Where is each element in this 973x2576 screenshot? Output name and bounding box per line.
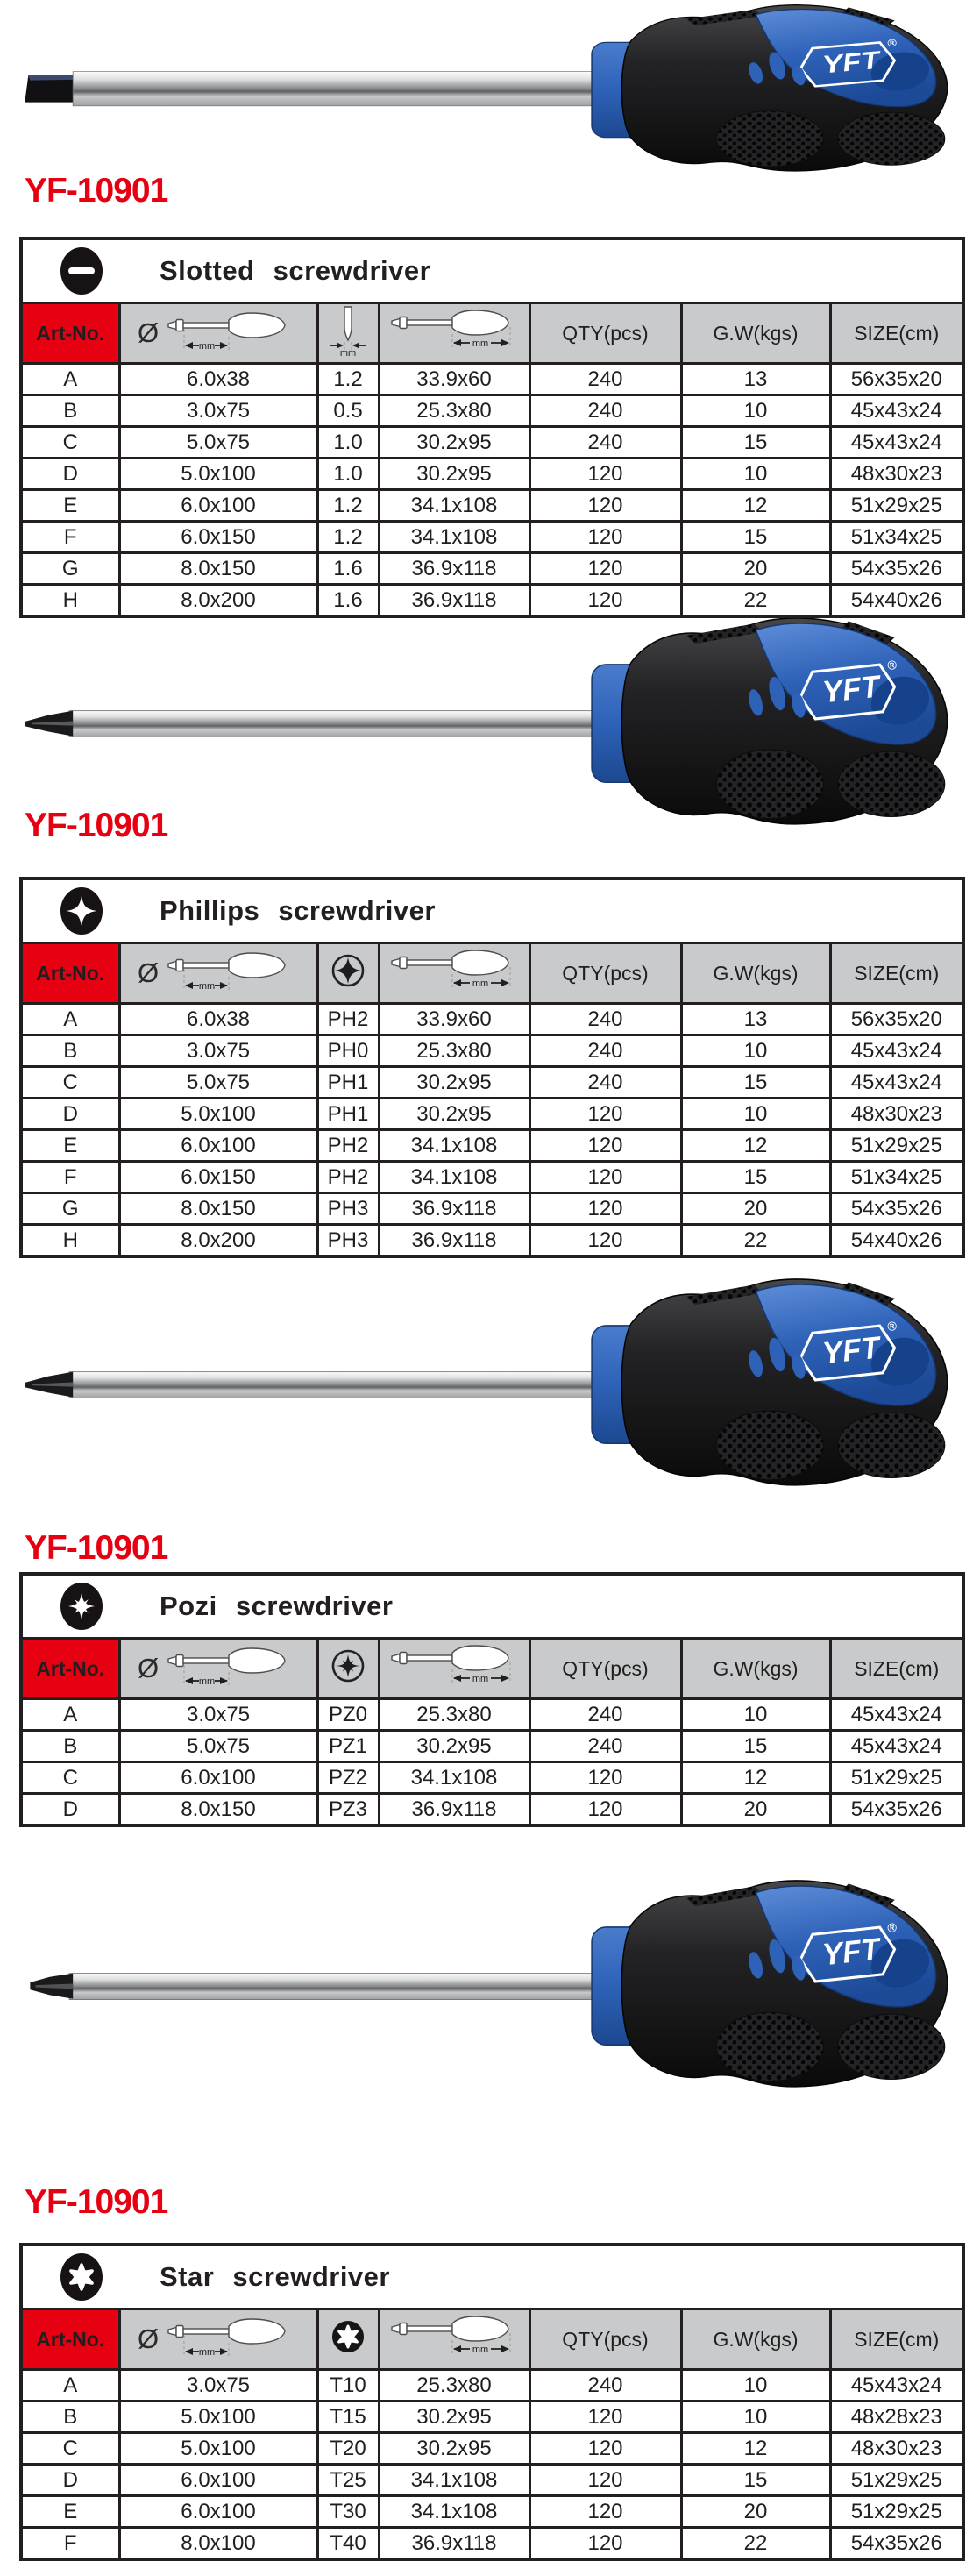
table-cell: 1.0 [317,427,379,459]
table-cell: E [21,1130,119,1162]
table-cell: 10 [681,395,830,427]
section-title: Slotted screwdriver [160,255,431,286]
table-cell: B [21,395,119,427]
table-row [21,2433,963,2465]
table-cell: 33.9x60 [379,364,529,395]
table-cell: 45x43x24 [830,1731,963,1762]
table-cell: 8.0x200 [119,585,317,617]
table-cell: 36.9x118 [379,585,529,617]
table-cell: 36.9x118 [379,1225,529,1257]
table-cell: E [21,2496,119,2528]
table-cell: 36.9x118 [379,1193,529,1225]
table-cell: 5.0x100 [119,2433,317,2465]
table-cell: 48x30x23 [830,2433,963,2465]
col-header-art-no: Art-No. [21,303,119,364]
table-cell: 10 [681,1699,830,1731]
table-cell: 30.2x95 [379,427,529,459]
table-cell: 15 [681,522,830,553]
table-cell: 10 [681,2370,830,2402]
table-cell: 120 [529,2496,681,2528]
table-cell: 120 [529,490,681,522]
spec-table-star [19,2243,965,2561]
model-number: YF-10901 [25,2183,168,2221]
table-cell: 240 [529,427,681,459]
table-row [21,2496,963,2528]
table-cell: A [21,1004,119,1035]
table-cell: A [21,1699,119,1731]
spec-table-body [21,1004,963,1257]
table-cell: 120 [529,1794,681,1826]
table-cell: H [21,585,119,617]
diameter-symbol: Ø [137,317,160,348]
table-cell: 240 [529,364,681,395]
table-cell: 120 [529,1162,681,1193]
col-header-tip-thickness [317,303,379,364]
table-cell: 34.1x108 [379,522,529,553]
table-cell: 34.1x108 [379,490,529,522]
svg-text:mm: mm [472,2345,489,2355]
table-cell: 51x34x25 [830,1162,963,1193]
blade-length-icon [166,950,299,996]
col-header-blade-dims [119,2309,317,2370]
table-cell: D [21,1099,119,1130]
svg-text:mm: mm [472,978,489,989]
col-header-qty: QTY(pcs) [529,2309,681,2370]
table-cell: 13 [681,1004,830,1035]
table-cell: PH2 [317,1004,379,1035]
table-cell: C [21,1067,119,1099]
table-cell: 6.0x100 [119,1130,317,1162]
blade-length-icon [166,310,299,356]
col-header-size: SIZE(cm) [830,943,963,1004]
table-cell: 30.2x95 [379,2402,529,2433]
handle-length-icon [384,948,524,993]
col-header-art-no: Art-No. [21,2309,119,2370]
table-row [21,1130,963,1162]
table-cell: 6.0x150 [119,522,317,553]
col-header-handle-dims [379,2309,529,2370]
table-cell: 3.0x75 [119,1699,317,1731]
table-cell: PH2 [317,1162,379,1193]
table-cell: 12 [681,490,830,522]
phillips-point-icon [328,948,368,993]
table-cell: 25.3x80 [379,2370,529,2402]
table-cell: 45x43x24 [830,427,963,459]
product-photo-pozi [11,1273,955,1491]
table-cell: 12 [681,1762,830,1794]
table-cell: 120 [529,2433,681,2465]
table-cell: 1.2 [317,490,379,522]
table-cell: 36.9x118 [379,2528,529,2560]
table-cell: 240 [529,1035,681,1067]
table-cell: 30.2x95 [379,1099,529,1130]
table-row [21,459,963,490]
svg-text:mm: mm [198,981,216,992]
table-row [21,2402,963,2433]
table-cell: 51x29x25 [830,490,963,522]
slotted-tip-icon [58,246,105,296]
handle-length-icon [384,2314,524,2359]
svg-text:mm: mm [472,338,489,349]
table-cell: 34.1x108 [379,1130,529,1162]
table-cell: 6.0x100 [119,2496,317,2528]
handle-length-icon [384,1643,524,1689]
table-cell: 54x35x26 [830,2528,963,2560]
table-cell: 10 [681,1099,830,1130]
table-cell: 34.1x108 [379,2496,529,2528]
table-cell: 1.6 [317,585,379,617]
table-row [21,1162,963,1193]
table-cell: G [21,1193,119,1225]
svg-text:mm: mm [198,341,216,352]
table-cell: 15 [681,1731,830,1762]
table-row [21,1794,963,1826]
table-cell: 20 [681,2496,830,2528]
table-cell: PH3 [317,1225,379,1257]
table-cell: 6.0x100 [119,2465,317,2496]
table-cell: 1.6 [317,553,379,585]
table-cell: 45x43x24 [830,1699,963,1731]
table-cell: 120 [529,553,681,585]
svg-text:mm: mm [472,1674,489,1684]
table-cell: 34.1x108 [379,1762,529,1794]
col-header-size: SIZE(cm) [830,303,963,364]
table-cell: 48x28x23 [830,2402,963,2433]
table-cell: B [21,1731,119,1762]
table-cell: 34.1x108 [379,1162,529,1193]
slotted-blade-icon [328,304,368,357]
table-row [21,1099,963,1130]
diameter-symbol: Ø [137,957,160,988]
table-cell: 8.0x150 [119,1794,317,1826]
col-header-handle-dims [379,1639,529,1699]
table-cell: 0.5 [317,395,379,427]
col-header-size: SIZE(cm) [830,2309,963,2370]
table-cell: 15 [681,427,830,459]
diameter-symbol: Ø [137,1653,160,1683]
table-cell: C [21,1762,119,1794]
table-cell: E [21,490,119,522]
table-row [21,395,963,427]
model-number: YF-10901 [25,172,168,210]
pozi-point-icon [328,1643,368,1689]
table-cell: PH2 [317,1130,379,1162]
col-header-qty: QTY(pcs) [529,943,681,1004]
table-cell: 48x30x23 [830,459,963,490]
table-cell: 15 [681,2465,830,2496]
table-cell: 56x35x20 [830,364,963,395]
table-row [21,364,963,395]
table-row [21,1193,963,1225]
table-cell: 6.0x100 [119,1762,317,1794]
table-cell: T15 [317,2402,379,2433]
table-cell: 56x35x20 [830,1004,963,1035]
table-cell: 1.0 [317,459,379,490]
table-cell: 48x30x23 [830,1099,963,1130]
table-cell: 51x34x25 [830,522,963,553]
col-header-blade-dims [119,303,317,364]
table-cell: 54x40x26 [830,585,963,617]
col-header-handle-dims [379,943,529,1004]
table-cell: T10 [317,2370,379,2402]
col-header-tip-size [317,1639,379,1699]
table-cell: 30.2x95 [379,1731,529,1762]
col-header-tip-size [317,2309,379,2370]
table-cell: PZ0 [317,1699,379,1731]
table-cell: PH1 [317,1067,379,1099]
col-header-gw: G.W(kgs) [681,2309,830,2370]
table-cell: 25.3x80 [379,395,529,427]
table-cell: G [21,553,119,585]
table-cell: 3.0x75 [119,395,317,427]
table-cell: 5.0x100 [119,1099,317,1130]
table-cell: 45x43x24 [830,1035,963,1067]
table-cell: 45x43x24 [830,2370,963,2402]
section-title-row [21,1574,963,1639]
col-header-qty: QTY(pcs) [529,1639,681,1699]
table-cell: 3.0x75 [119,2370,317,2402]
table-cell: 36.9x118 [379,553,529,585]
section-title: Star screwdriver [160,2261,390,2292]
table-cell: 10 [681,1035,830,1067]
col-header-gw: G.W(kgs) [681,943,830,1004]
table-row [21,427,963,459]
table-row [21,1035,963,1067]
table-cell: 15 [681,1067,830,1099]
model-number: YF-10901 [25,807,168,844]
table-row [21,553,963,585]
col-header-art-no: Art-No. [21,943,119,1004]
table-cell: 120 [529,1762,681,1794]
product-photo-slotted [11,0,955,175]
table-cell: T20 [317,2433,379,2465]
spec-table-pozi [19,1572,965,1827]
table-cell: 10 [681,2402,830,2433]
table-cell: 120 [529,1099,681,1130]
table-row [21,1762,963,1794]
table-cell: 5.0x75 [119,1067,317,1099]
section-title: Pozi screwdriver [160,1590,394,1621]
table-cell: F [21,2528,119,2560]
table-cell: 22 [681,1225,830,1257]
table-cell: 5.0x75 [119,1731,317,1762]
table-cell: 34.1x108 [379,2465,529,2496]
table-cell: F [21,1162,119,1193]
table-cell: 8.0x100 [119,2528,317,2560]
table-cell: 5.0x100 [119,2402,317,2433]
table-cell: 36.9x118 [379,1794,529,1826]
table-cell: B [21,1035,119,1067]
table-cell: 33.9x60 [379,1004,529,1035]
table-cell: D [21,1794,119,1826]
model-number: YF-10901 [25,1529,168,1567]
section-title-row [21,238,963,303]
table-row [21,1067,963,1099]
table-cell: 22 [681,2528,830,2560]
table-cell: 6.0x38 [119,1004,317,1035]
table-cell: PH1 [317,1099,379,1130]
table-cell: D [21,459,119,490]
table-row [21,1004,963,1035]
table-cell: 240 [529,1004,681,1035]
section-title: Phillips screwdriver [160,895,436,926]
table-cell: 12 [681,2433,830,2465]
table-cell: 20 [681,1193,830,1225]
svg-text:mm: mm [198,1676,216,1687]
table-cell: T40 [317,2528,379,2560]
table-cell: 54x35x26 [830,553,963,585]
table-cell: 1.2 [317,364,379,395]
table-cell: PZ2 [317,1762,379,1794]
table-cell: 6.0x38 [119,364,317,395]
table-cell: 240 [529,1731,681,1762]
table-cell: 240 [529,1067,681,1099]
table-row [21,522,963,553]
table-cell: 30.2x95 [379,459,529,490]
col-header-blade-dims [119,943,317,1004]
svg-text:mm: mm [339,348,357,357]
table-row [21,1699,963,1731]
table-cell: 8.0x150 [119,1193,317,1225]
table-cell: 120 [529,522,681,553]
spec-table-body [21,2370,963,2560]
svg-text:mm: mm [198,2347,216,2358]
star-tip-icon [58,2252,105,2302]
table-cell: 25.3x80 [379,1035,529,1067]
phillips-tip-icon [58,886,105,936]
table-row [21,585,963,617]
table-cell: 120 [529,2465,681,2496]
table-cell: 54x35x26 [830,1193,963,1225]
col-header-size: SIZE(cm) [830,1639,963,1699]
table-cell: 240 [529,395,681,427]
table-cell: 240 [529,1699,681,1731]
table-cell: 120 [529,1225,681,1257]
table-cell: 15 [681,1162,830,1193]
table-cell: T30 [317,2496,379,2528]
pozi-tip-icon [58,1581,105,1632]
table-cell: 5.0x100 [119,459,317,490]
spec-table-phillips [19,877,965,1258]
table-cell: 45x43x24 [830,395,963,427]
table-cell: H [21,1225,119,1257]
section-title-row [21,879,963,943]
table-cell: 30.2x95 [379,1067,529,1099]
table-cell: 20 [681,1794,830,1826]
table-cell: 22 [681,585,830,617]
table-cell: 6.0x150 [119,1162,317,1193]
table-cell: PH0 [317,1035,379,1067]
table-cell: 120 [529,459,681,490]
table-cell: PZ1 [317,1731,379,1762]
blade-length-icon [166,1646,299,1691]
table-cell: C [21,427,119,459]
col-header-tip-size [317,943,379,1004]
table-cell: PH3 [317,1193,379,1225]
col-header-gw: G.W(kgs) [681,303,830,364]
table-row [21,490,963,522]
table-cell: 51x29x25 [830,2496,963,2528]
table-cell: A [21,2370,119,2402]
product-photo-star [11,1875,955,2092]
table-cell: 54x35x26 [830,1794,963,1826]
col-header-blade-dims [119,1639,317,1699]
table-cell: 120 [529,1130,681,1162]
table-row [21,2370,963,2402]
table-row [21,2528,963,2560]
table-cell: 54x40x26 [830,1225,963,1257]
table-row [21,1731,963,1762]
spec-table-slotted [19,237,965,618]
table-cell: PZ3 [317,1794,379,1826]
product-photo-phillips [11,612,955,829]
table-cell: 13 [681,364,830,395]
table-cell: 8.0x200 [119,1225,317,1257]
table-cell: T25 [317,2465,379,2496]
col-header-gw: G.W(kgs) [681,1639,830,1699]
col-header-qty: QTY(pcs) [529,303,681,364]
table-cell: 120 [529,2402,681,2433]
col-header-handle-dims [379,303,529,364]
table-cell: 51x29x25 [830,2465,963,2496]
table-cell: 120 [529,585,681,617]
table-cell: B [21,2402,119,2433]
table-cell: 8.0x150 [119,553,317,585]
table-cell: 5.0x75 [119,427,317,459]
table-row [21,2465,963,2496]
table-cell: 6.0x100 [119,490,317,522]
table-cell: 120 [529,1193,681,1225]
table-cell: F [21,522,119,553]
blade-length-icon [166,2316,299,2362]
table-cell: A [21,364,119,395]
table-cell: 30.2x95 [379,2433,529,2465]
table-cell: 25.3x80 [379,1699,529,1731]
table-cell: 51x29x25 [830,1130,963,1162]
table-cell: 120 [529,2528,681,2560]
table-cell: D [21,2465,119,2496]
table-cell: 1.2 [317,522,379,553]
col-header-art-no: Art-No. [21,1639,119,1699]
table-row [21,1225,963,1257]
diameter-symbol: Ø [137,2323,160,2354]
table-cell: 10 [681,459,830,490]
spec-table-body [21,1699,963,1826]
table-cell: 20 [681,553,830,585]
table-cell: 3.0x75 [119,1035,317,1067]
table-cell: 240 [529,2370,681,2402]
table-cell: 12 [681,1130,830,1162]
table-cell: 45x43x24 [830,1067,963,1099]
table-cell: 51x29x25 [830,1762,963,1794]
table-cell: C [21,2433,119,2465]
handle-length-icon [384,308,524,353]
torx-point-icon [328,2314,368,2359]
spec-table-body [21,364,963,617]
section-title-row [21,2245,963,2309]
